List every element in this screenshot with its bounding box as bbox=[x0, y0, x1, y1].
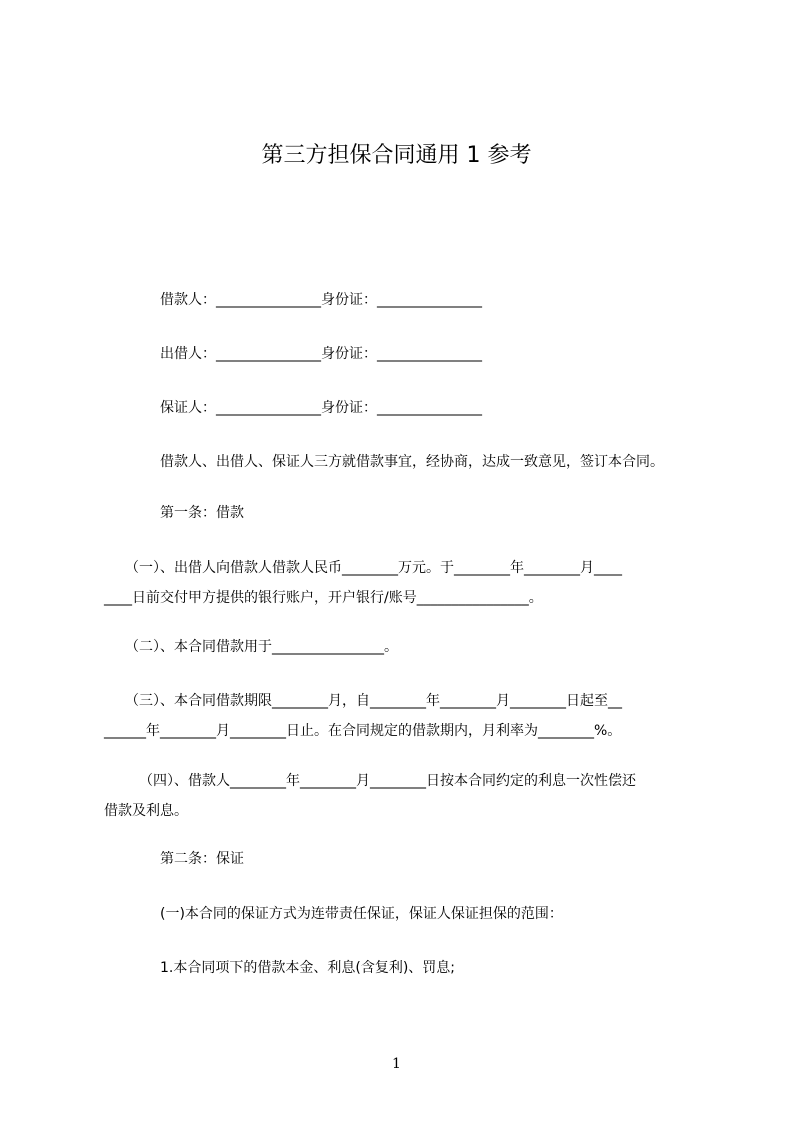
preamble-paragraph bbox=[104, 447, 704, 477]
document-title: 第三方担保合同通用 1 参考 bbox=[261, 143, 532, 168]
text-line: 借款及利息。 bbox=[104, 803, 188, 819]
text-line: （三）、本合同借款期限________月，自________年________月________日起至__ bbox=[104, 693, 622, 709]
article-1-heading bbox=[104, 498, 704, 528]
text-line: (一)本合同的保证方式为连带责任保证，保证人保证担保的范围： bbox=[104, 906, 563, 922]
text-line: ____日前交付甲方提供的银行账户，开户银行/账号________________。 bbox=[104, 590, 543, 606]
text-line: 借款人、出借人、保证人三方就借款事宜，经协商，达成一致意见，签订本合同。 bbox=[104, 454, 664, 470]
text-line: （四）、借款人________年________月________日按本合同约定的利息一次性偿还 bbox=[104, 773, 636, 789]
text-line: 第一条：借款 bbox=[104, 505, 244, 521]
text-line: 出借人：_______________身份证：_______________ bbox=[104, 346, 482, 362]
page-number: 1 bbox=[392, 1056, 401, 1072]
text-line: ______年________月________日止。在合同规定的借款期内，月利率为________%。 bbox=[104, 723, 622, 739]
text-line: 借款人：_______________身份证：_______________ bbox=[104, 292, 482, 308]
lender-line bbox=[104, 339, 704, 369]
text-line: （一）、出借人向借款人借款人民币________万元。于________年________月____ bbox=[104, 560, 622, 576]
text-line: （二）、本合同借款用于________________。 bbox=[104, 639, 398, 655]
text-line: 保证人：_______________身份证：_______________ bbox=[104, 400, 482, 416]
clause-1-2 bbox=[104, 632, 704, 662]
text-line: 第二条：保证 bbox=[104, 851, 244, 867]
clause-1-1 bbox=[104, 553, 704, 613]
text-line: 1.本合同项下的借款本金、利息(含复利)、罚息; bbox=[104, 960, 455, 976]
clause-1-3 bbox=[104, 686, 704, 746]
guarantor-line bbox=[104, 393, 704, 423]
article-2-heading bbox=[104, 844, 704, 874]
clause-1-4 bbox=[104, 766, 704, 826]
clause-2-1 bbox=[104, 899, 704, 929]
borrower-line bbox=[104, 285, 704, 315]
clause-2-1-item-1 bbox=[104, 953, 704, 983]
